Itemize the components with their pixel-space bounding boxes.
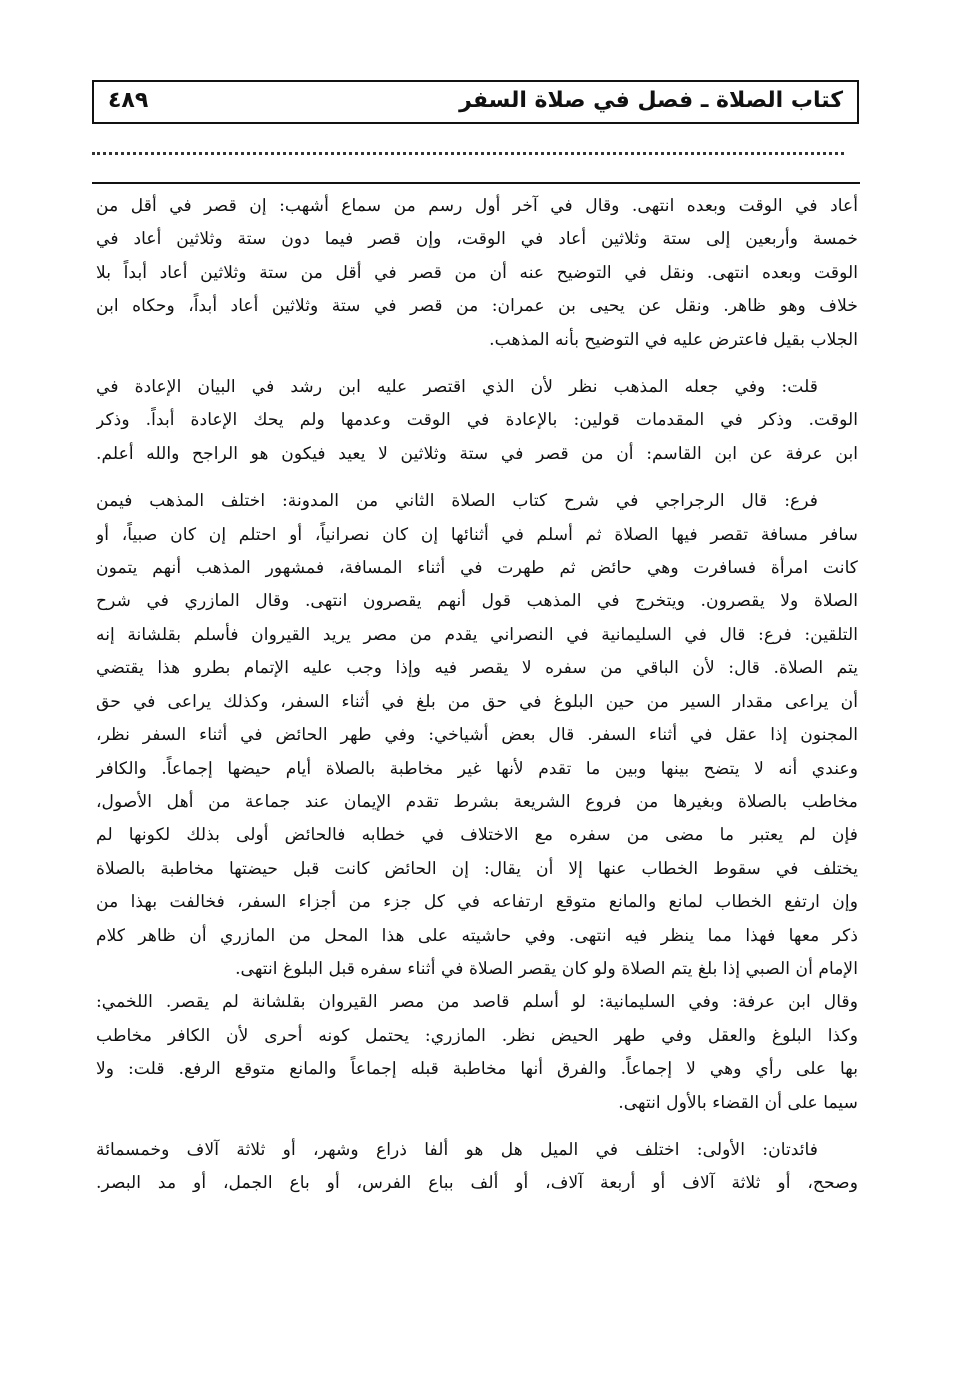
- text-line: وإن ارتفع الخطاب لمانع والمانع متوقع ارتفاعه في كل جزء من أجزاء السفر، فخالفت بهذا من: [96, 892, 858, 913]
- text-line: ابن عرفة عن ابن القاسم: أن من قصر في ستة وثلاثين لا يعيد فيكون هو الراجح والله أعلم.: [96, 443, 858, 464]
- text-line: الوقت. وذكر في المقدمات قولين: بالإعادة في الوقت وعدمها ولم يحك الإعادة أبداً. وذكر: [96, 410, 858, 431]
- text-line: سافر مسافة تقصر فيها الصلاة ثم أسلم في أثنائها إن كان نصرانياً، أو احتلم إن كان صبياً، أو: [96, 524, 858, 545]
- text-line: كانت امرأة فسافرت وهي حائض ثم طهرت في أثناء المسافة، فمشهور المذهب أنهم يتمون: [96, 558, 858, 579]
- text-line: المجنون إذا عقل في أثناء السفر. قال بعض أشياخي: وفي طهر الحائض في أثناء السفر نظر،: [96, 725, 858, 746]
- paragraph: [96, 485, 858, 1120]
- text-line: الوقت وبعده انتهى. ونقل في التوضيح عنه أن من قصر في أقل من ستة وثلاثين أعاد أبداً بلا: [96, 262, 858, 283]
- text-line: وكذا البلوغ والعقل وفي طهر الحيض نظر. المازري: يحتمل كونه أحرى لأن الكافر مخاطب: [96, 1025, 858, 1046]
- paragraph: [96, 1134, 858, 1201]
- text-line: يختلف في سقوط الخطاب عنها إلا أن يقال: إن الحائض كانت قبل حيضتها مخاطبة بالصلاة: [96, 858, 858, 879]
- text-line: قلت: وفي جعله المذهب نظر لأن الذي اقتصر عليه ابن رشد في البيان الإعادة في: [96, 377, 818, 398]
- text-line: خلاف وهو ظاهر. ونقل عن يحيى بن عمران: من قصر في ستة وثلاثين أعاد أبداً، وحكاه ابن: [96, 296, 858, 317]
- page-number: ٤٨٩: [108, 88, 149, 113]
- text-line: فائدتان: الأولى: اختلف في الميل هل هو ألفا ذراع وشهر، أو ثلاثة آلاف وخمسمائة: [96, 1139, 818, 1160]
- solid-separator: [92, 182, 860, 184]
- body-text: [96, 190, 858, 1201]
- text-line: ذكر معها فهذا مما ينظر فيه انتهى. وفي حاشيته على هذا المحل من المازري أن ظاهر كلام: [96, 925, 858, 946]
- text-line: أعاد في الوقت وبعده انتهى. وقال في آخر أول رسم من سماع أشهب: إن قصر في أقل من: [96, 196, 858, 216]
- text-line: خمسة وأربعين إلى ستة وثلاثين أعاد في الوقت، وإن قصر فيما دون ستة وثلاثين أعاد في: [96, 229, 858, 250]
- text-line: فرع: قال الرجراجي في شرح كتاب الصلاة الثاني من المدونة: اختلف المذهب فيمن: [96, 491, 818, 512]
- text-line: وصحح، أو ثلاثة آلاف أو أربعة آلاف، أو ألف بباع الفرس، أو باع الجمل، أو مد البصر.: [96, 1173, 858, 1194]
- header-title: كتاب الصلاة ـ فصل في صلاة السفر: [459, 88, 843, 113]
- paragraph: [96, 190, 858, 357]
- text-line: الصلاة ولا يقصرون. ويتخرج في المذهب قول أنهم يقصرون انتهى. وقال المازري في شرح: [96, 591, 858, 612]
- dotted-separator: [92, 152, 844, 155]
- text-line: أن يراعى مقدار السير من حين البلوغ في حق من بلغ في أثناء السفر، وكذلك يراعى في حق: [96, 691, 858, 712]
- text-line: سيما على أن القضاء بالأول انتهى.: [618, 1092, 858, 1113]
- text-line: الإمام أن الصبي إذا بلغ يتم الصلاة ولو كان يقصر الصلاة في أثناء سفره قبل البلوغ انتهى.: [235, 958, 858, 979]
- text-line: يتم الصلاة. قال: لأن الباقي من سفره لا يقصر فيه وإذا وجب عليه الإتمام بطرو هذا يقتضي: [96, 658, 858, 679]
- text-line: وعندي أنه لا يتضح بينها وبين ما تقدم لأنها غير مخاطبة بالصلاة أيام حيضها إجماعاً. والكافر: [96, 758, 858, 779]
- paragraph: [96, 371, 858, 471]
- running-header: [92, 80, 859, 124]
- text-line: فإن لم يعتبر ما مضى من سفره مع الاختلاف في خطابه فالحائض أولى بذلك لكونها لم: [96, 825, 858, 846]
- text-line: التلقين: فرع: قال في السليمانية في النصراني يقدم من مصر يريد القيروان فأسلم بقلشانة إنه: [96, 624, 858, 645]
- text-line: مخاطب بالصلاة وبغيرها من فروع الشريعة بشرط تقدم الإيمان عند جماعة من أهل الأصول،: [96, 791, 858, 812]
- text-line: وقال ابن عرفة: وفي السليمانية: لو أسلم قاصد من مصر القيروان بقلشانة لم يقصر. اللخمي:: [96, 992, 858, 1013]
- text-line: بها على رأي وهي لا إجماعاً. والفرق أنها مخاطبة قبله إجماعاً والمانع متوقع الرفع. قلت: ولا: [96, 1059, 858, 1080]
- text-line: الجلاب بقيل فاعترض عليه في التوضيح بأنه المذهب.: [489, 329, 858, 350]
